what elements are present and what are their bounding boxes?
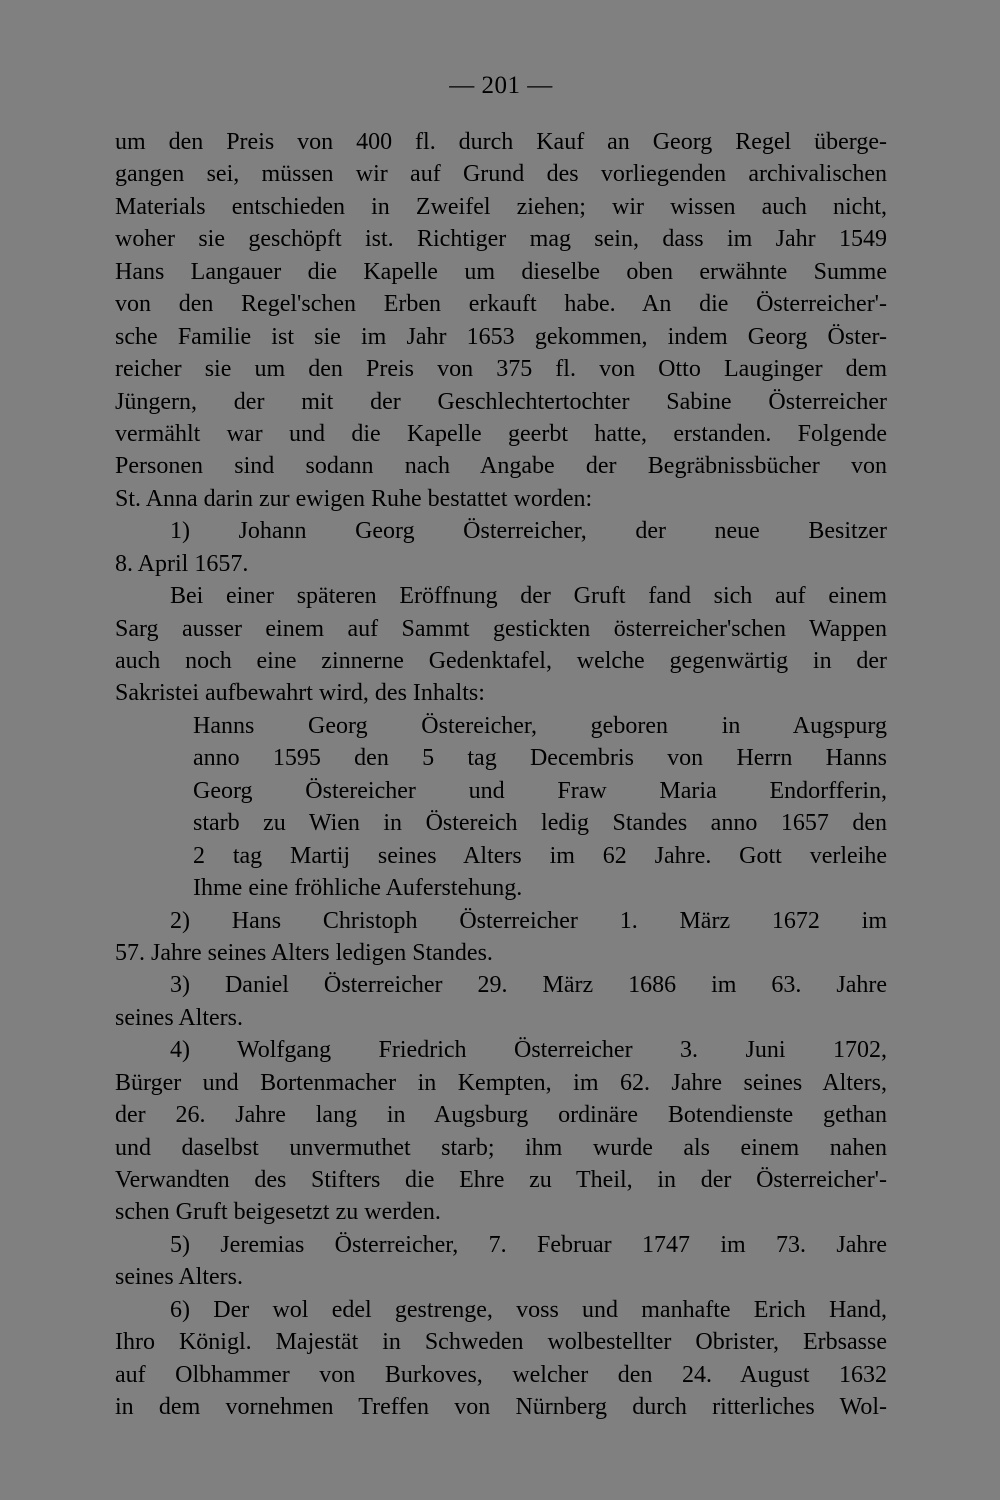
text-line: Verwandten des Stifters die Ehre zu Theil, in der Österreicher'-	[115, 1167, 887, 1193]
text-line: 1) Johann Georg Österreicher, der neue Besitzer	[170, 518, 887, 545]
text-line: reicher sie um den Preis von 375 fl. von Otto Lauginger dem	[115, 356, 887, 383]
text-line: 2) Hans Christoph Österreicher 1. März 1672 im	[170, 907, 887, 934]
text-line: Hans Langauer die Kapelle um dieselbe oben erwähnte Summe	[115, 258, 887, 285]
text-line: der 26. Jahre lang in Augsburg ordinäre Botendienste gethan	[115, 1102, 887, 1129]
text-line: Sakristei aufbewahrt wird, des Inhalts:	[115, 680, 485, 707]
text-line: Bürger und Bortenmacher in Kempten, im 62. Jahre seines Alters,	[115, 1069, 887, 1096]
text-line: woher sie geschöpft ist. Richtiger mag sein, dass im Jahr 1549	[115, 226, 887, 253]
text-line: anno 1595 den 5 tag Decembris von Herrn Hanns	[193, 745, 887, 772]
document-page	[115, 0, 887, 1500]
text-line: Materials entschieden in Zweifel ziehen; wir wissen auch nicht,	[115, 193, 887, 220]
text-line: 8. April 1657.	[115, 550, 249, 577]
text-line: schen Gruft beigesetzt zu werden.	[115, 1199, 441, 1226]
text-line: Ihro Königl. Majestät in Schweden wolbestellter Obrister, Erbsasse	[115, 1329, 887, 1356]
text-line: 4) Wolfgang Friedrich Österreicher 3. Juni 1702,	[170, 1037, 887, 1064]
text-line: St. Anna darin zur ewigen Ruhe bestattet worden:	[115, 485, 593, 512]
text-line: sche Familie ist sie im Jahr 1653 gekommen, indem Georg Öster-	[115, 323, 887, 350]
text-line: von den Regel'schen Erben erkauft habe. An die Österreicher'-	[115, 291, 887, 318]
text-line: Personen sind sodann nach Angabe der Begräbnissbücher von	[115, 453, 887, 480]
text-line: gangen sei, müssen wir auf Grund des vorliegenden archivalischen	[115, 161, 887, 188]
page-number: — 201 —	[449, 72, 553, 99]
text-line: Georg Östereicher und Fraw Maria Endorfferin,	[193, 777, 887, 804]
text-line: vermählt war und die Kapelle geerbt hatte, erstanden. Folgende	[115, 420, 887, 447]
text-line: 6) Der wol edel gestrenge, voss und manhafte Erich Hand,	[170, 1296, 887, 1323]
text-line: Hanns Georg Östereicher, geboren in Augspurg	[193, 712, 887, 739]
text-line: Jüngern, der mit der Geschlechtertochter Sabine Österreicher	[115, 388, 887, 415]
text-line: in dem vornehmen Treffen von Nürnberg durch ritterliches Wol-	[115, 1394, 887, 1421]
text-line: seines Alters.	[115, 1004, 243, 1031]
text-line: auf Olbhammer von Burkoves, welcher den 24. August 1632	[115, 1361, 887, 1388]
text-line: seines Alters.	[115, 1264, 243, 1291]
text-line: Ihme eine fröhliche Auferstehung.	[193, 875, 523, 902]
text-line: 3) Daniel Österreicher 29. März 1686 im 63. Jahre	[170, 972, 887, 999]
text-line: und daselbst unvermuthet starb; ihm wurde als einem nahen	[115, 1134, 887, 1161]
text-line: auch noch eine zinnerne Gedenktafel, welche gegenwärtig in der	[115, 648, 887, 674]
text-line: um den Preis von 400 fl. durch Kauf an Georg Regel überge-	[115, 129, 887, 155]
body-text	[115, 126, 887, 1424]
text-line: starb zu Wien in Östereich ledig Standes anno 1657 den	[193, 810, 887, 837]
text-line: 5) Jeremias Österreicher, 7. Februar 1747 im 73. Jahre	[170, 1231, 887, 1258]
text-line: 57. Jahre seines Alters ledigen Standes.	[115, 939, 493, 966]
text-line: Bei einer späteren Eröffnung der Gruft fand sich auf einem	[170, 583, 887, 610]
text-line: Sarg ausser einem auf Sammt gestickten österreicher'schen Wappen	[115, 615, 887, 642]
text-line: 2 tag Martij seines Alters im 62 Jahre. Gott verleihe	[193, 842, 887, 869]
